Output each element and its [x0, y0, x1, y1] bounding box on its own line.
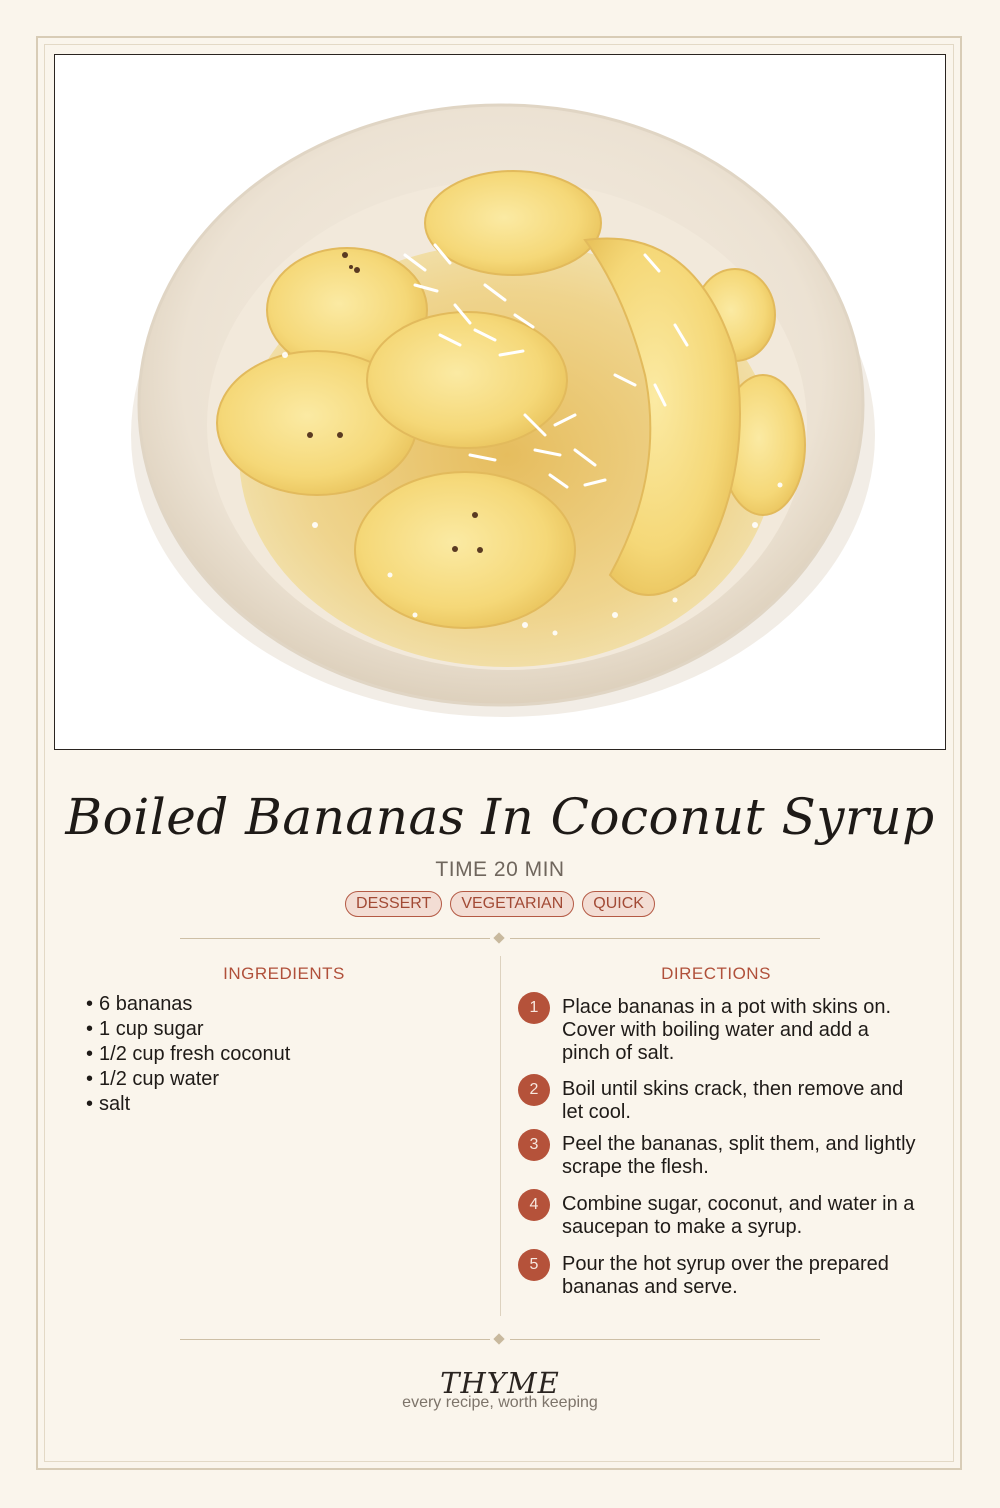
step-number-badge: 5	[518, 1249, 550, 1281]
step-text: Pour the hot syrup over the prepared bananas and serve.	[562, 1253, 889, 1298]
ingredients-heading: INGREDIENTS	[223, 964, 345, 983]
brand-tagline: every recipe, worth keeping	[402, 1394, 598, 1411]
brand-logo: THYME	[440, 1366, 560, 1400]
divider-line	[510, 1339, 820, 1340]
recipe-photo	[54, 54, 946, 750]
tag-quick[interactable]: QUICK	[582, 891, 655, 917]
bottom-divider	[180, 1334, 820, 1346]
step-number-badge: 3	[518, 1129, 550, 1161]
step-number-badge: 4	[518, 1189, 550, 1221]
step-number-badge: 1	[518, 992, 550, 1024]
tag-dessert[interactable]: DESSERT	[345, 891, 442, 917]
step-number-badge: 2	[518, 1074, 550, 1106]
ingredient-item: • 1 cup sugar	[86, 1017, 466, 1042]
divider-line	[510, 938, 820, 939]
column-divider	[500, 956, 501, 1316]
divider-line	[180, 1339, 490, 1340]
directions-heading: DIRECTIONS	[661, 964, 771, 983]
step-text: Peel the bananas, split them, and lightly scrape the flesh.	[562, 1133, 916, 1178]
ingredient-item: • 1/2 cup water	[86, 1067, 466, 1092]
ingredient-item: • 6 bananas	[86, 992, 466, 1017]
ingredients-list	[86, 992, 466, 1117]
tag-vegetarian[interactable]: VEGETARIAN	[450, 891, 574, 917]
tag-list	[0, 891, 1000, 917]
step-text: Boil until skins crack, then remove and let cool.	[562, 1078, 904, 1123]
recipe-title: Boiled Bananas In Coconut Syrup	[65, 788, 935, 846]
bowl-illustration	[55, 55, 945, 749]
step-text: Combine sugar, coconut, and water in a saucepan to make a syrup.	[562, 1193, 915, 1238]
top-divider	[180, 933, 820, 945]
divider-line	[180, 938, 490, 939]
step-text: Place bananas in a pot with skins on. Cover with boiling water and add a pinch of salt.	[562, 996, 892, 1064]
ingredient-item: • salt	[86, 1092, 466, 1117]
prep-time: TIME 20 MIN	[435, 858, 565, 881]
divider-ornament	[493, 1333, 504, 1344]
ingredient-item: • 1/2 cup fresh coconut	[86, 1042, 466, 1067]
divider-ornament	[493, 932, 504, 943]
